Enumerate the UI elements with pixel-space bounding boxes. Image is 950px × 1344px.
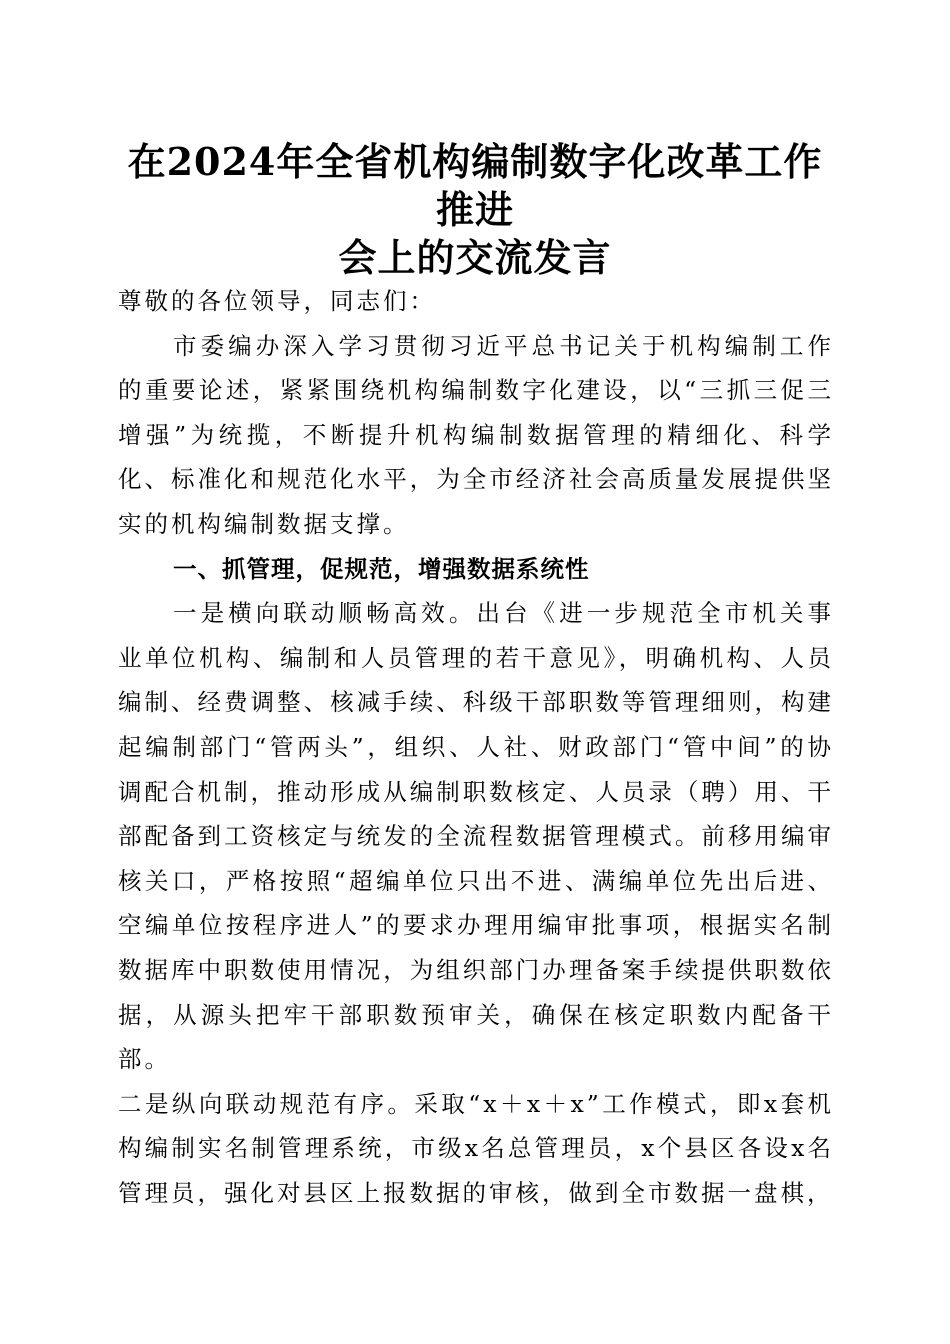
point-1-lead: 一是横向联动顺畅高效。 xyxy=(173,599,477,628)
document-title xyxy=(118,138,832,282)
point-2-lead: 二是纵向联动规范有序。 xyxy=(118,1089,415,1118)
section-heading: 一、抓管理，促规范，增强数据系统性 xyxy=(173,554,590,583)
intro-paragraph: 市委编办深入学习贯彻习近平总书记关于机构编制工作的重要论述，紧紧围绕机构编制数字化建设，以“三抓三促三增强”为统揽，不断提升机构编制数据管理的精细化、科学化、标准化和规范化水平，为全市经济社会高质量发展提供坚实的机构编制数据支撑。 xyxy=(118,331,834,538)
point-1-paragraph xyxy=(118,591,834,1082)
point-1-text: 出台《进一步规范全市机关事业单位机构、编制和人员管理的若干意见》，明确机构、人员编制、经费调整、核减手续、科级干部职数等管理细则，构建起编制部门“管两头”，组织、人社、财政部门“管中间”的协调配合机制，推动形成从编制职数核定、人员录（聘）用、干部配备到工资核定与统发的全流程数据管理模式。前移用编审核关口，严格按照“超编单位只出不进、满编单位先出后进、空编单位按程序进人”的要求办理用编审批事项，根据实名制数据库中职数使用情况，为组织部门办理备案手续提供职数依据，从源头把牢干部职数预审关，确保在核定职数内配备干部。 xyxy=(118,599,835,1074)
point-2-paragraph xyxy=(118,1082,834,1216)
document-body xyxy=(118,279,834,1215)
point-2-text: 采取“x＋x＋x”工作模式，即x套机构编制实名制管理系统，市级x名总管理员，x个县区各设x名管理员，强化对县区上报数据的审核，做到全市数据一盘棋， xyxy=(118,1089,835,1207)
greeting-paragraph: 尊敬的各位领导，同志们： xyxy=(118,287,436,315)
title-line-2: 会上的交流发言 xyxy=(338,235,612,280)
title-line-1: 在2024年全省机构编制数字化改革工作推进 xyxy=(127,139,823,232)
